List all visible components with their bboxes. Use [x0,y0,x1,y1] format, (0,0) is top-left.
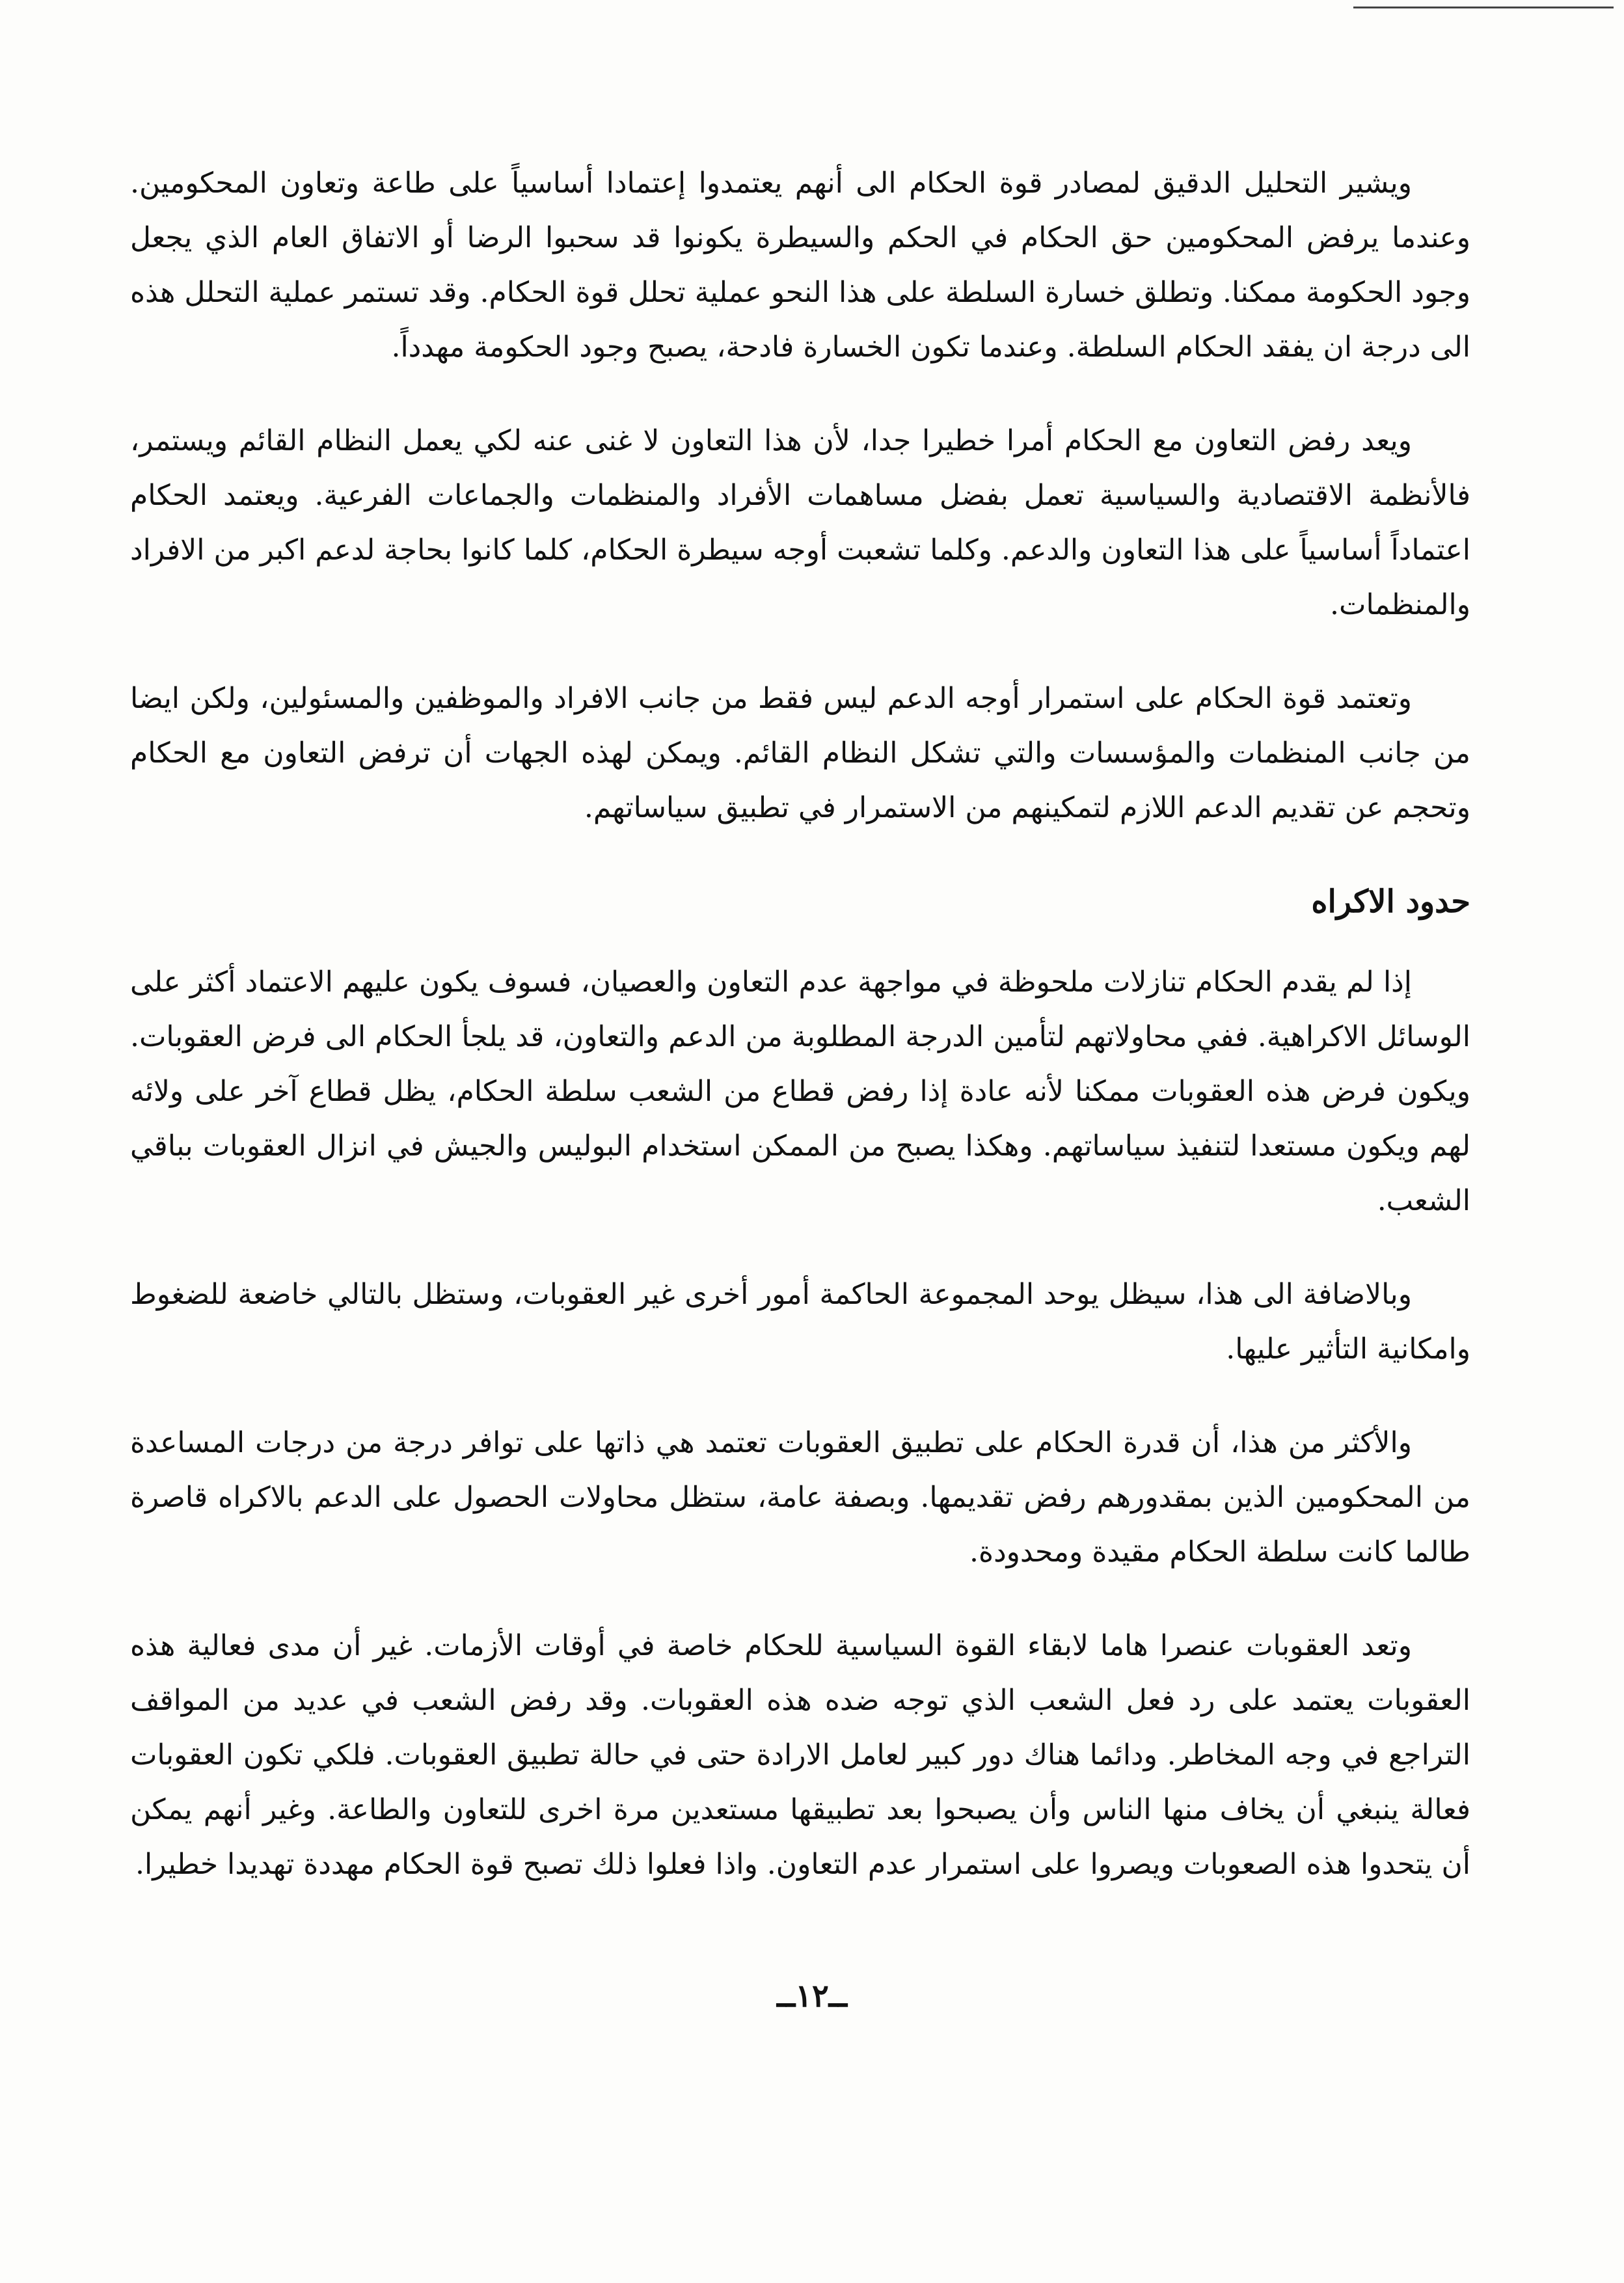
top-edge-line [1353,7,1614,8]
paragraph-sanctions-effectiveness: وتعد العقوبات عنصرا هاما لابقاء القوة السياسية للحكام خاصة في أوقات الأزمات. غير أن مدى فعالية هذه العقوبات يعتمد على رد فعل الشعب الذي توجه ضده هذه العقوبات. وقد رفض الشعب في عديد من المواقف التراجع في وجه المخاطر. ودائما هناك دور كبير لعامل الارادة حتى في حالة تطبيق العقوبات. فلكي تكون العقوبات فعالة ينبغي أن يخاف منها الناس وأن يصبحوا بعد تطبيقها مستعدين مرة اخرى للتعاون والطاعة. وغير أنهم يمكن أن يتحدوا هذه الصعوبات ويصروا على استمرار عدم التعاون. واذا فعلوا ذلك تصبح قوة الحكام مهددة تهديدا خطيرا. [130,1629,1471,1881]
paragraph-coercion: إذا لم يقدم الحكام تنازلات ملحوظة في مواجهة عدم التعاون والعصيان، فسوف يكون عليهم الاعتماد أكثر على الوسائل الاكراهية. ففي محاولاتهم لتأمين الدرجة المطلوبة من الدعم والتعاون، قد يلجأ الحكام الى فرض العقوبات. ويكون فرض هذه العقوبات ممكنا لأنه عادة إذا رفض قطاع من الشعب سلطة الحكام، يظل قطاع آخر على ولائه لهم ويكون مستعدا لتنفيذ سياساتهم. وهكذا يصبح من الممكن استخدام البوليس والجيش في انزال العقوبات بباقي الشعب. [130,966,1470,1217]
paragraph-power-analysis: ويشير التحليل الدقيق لمصادر قوة الحكام الى أنهم يعتمدوا إعتمادا أساسياً على طاعة وتعاون المحكومين. وعندما يرفض المحكومين حق الحكام في الحكم والسيطرة يكونوا قد سحبوا الرضا أو الاتفاق العام الذي يجعل وجود الحكومة ممكنا. وتطلق خسارة السلطة على هذا النحو عملية تحلل قوة الحكام. وقد تستمر عملية التحلل هذه الى درجة ان يفقد الحكام السلطة. وعندما تكون الخسارة فادحة، يصبح وجود الحكومة مهدداً. [130,167,1471,364]
section-heading: حدود الاكراه [1311,884,1470,920]
paragraph-refusing-cooperation: ويعد رفض التعاون مع الحكام أمرا خطيرا جدا، لأن هذا التعاون لا غنى عنه لكي يعمل النظام القائم ويستمر، فالأنظمة الاقتصادية والسياسية تعمل بفضل مساهمات الأفراد والمنظمات والجماعات الفرعية. ويعتمد الحكام اعتماداً أساسياً على هذا التعاون والدعم. وكلما تشعبت أوجه سيطرة الحكام، كلما كانوا بحاجة لدعم اكبر من الافراد والمنظمات. [130,424,1470,621]
page-number: ــ١٢ــ [777,1978,847,2014]
paragraph-ruling-group: وبالاضافة الى هذا، سيظل يوحد المجموعة الحاكمة أمور أخرى غير العقوبات، وستظل بالتالي خاضعة للضغوط وامكانية التأثير عليها. [130,1278,1470,1366]
body-text [130,156,1470,1931]
paragraph-support-dependence: وتعتمد قوة الحكام على استمرار أوجه الدعم ليس فقط من جانب الافراد والموظفين والمسئولين، ولكن ايضا من جانب المنظمات والمؤسسات والتي تشكل النظام القائم. ويمكن لهذه الجهات أن ترفض التعاون مع الحكام وتحجم عن تقديم الدعم اللازم لتمكينهم من الاستمرار في تطبيق سياساتهم. [130,682,1470,824]
paragraph-sanctions-ability: والأكثر من هذا، أن قدرة الحكام على تطبيق العقوبات تعتمد هي ذاتها على توافر درجة من درجات المساعدة من المحكومين الذين بمقدورهم رفض تقديمها. وبصفة عامة، ستظل محاولات الحصول على الدعم بالاكراه قاصرة طالما كانت سلطة الحكام مقيدة ومحدودة. [130,1426,1470,1569]
